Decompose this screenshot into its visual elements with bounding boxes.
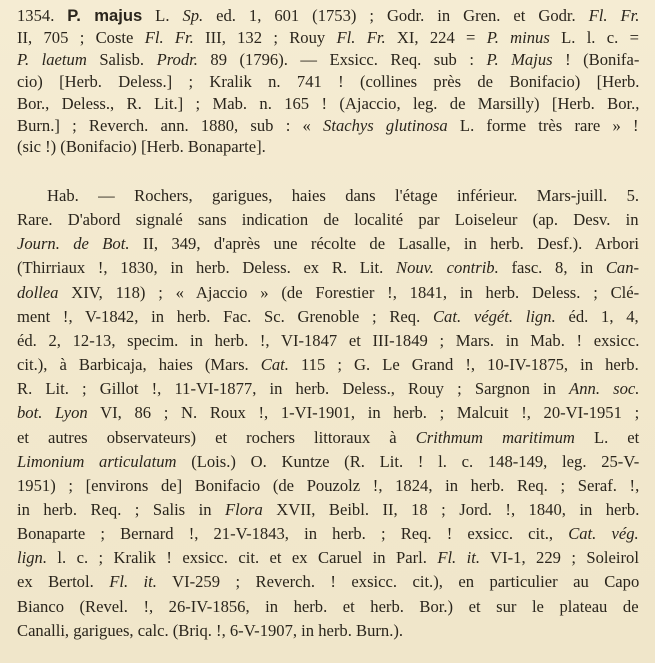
- italic-text: lign.: [17, 548, 47, 568]
- habitat-line: [17, 379, 639, 401]
- text-run: XI, 224 =: [385, 27, 487, 47]
- italic-text: Cat. végét. lign.: [432, 306, 556, 326]
- habitat-line: [17, 548, 639, 570]
- habitat-line: [17, 331, 639, 353]
- text-run: XIV, 118) ; « Ajaccio » (de Forestier !, 1841, in herb. Deless. ; Clé-: [58, 282, 640, 302]
- text-run: Bor., Deless., R. Lit.] ; Mab. n. 165 ! (Ajaccio, leg. de Marsilly) [Herb. Bor.,: [17, 93, 640, 113]
- text-run: L. l. c. =: [549, 27, 639, 47]
- text-run: L. et: [574, 427, 640, 447]
- text-run: Burn.] ; Reverch. ann. 1880, sub : «: [17, 115, 324, 135]
- text-run: Salisb.: [86, 49, 157, 69]
- habitat-line: [17, 307, 639, 329]
- entry-line: [17, 94, 639, 116]
- text-run: 1951) ; [environs de] Bonifacio (de Pouzolz !, 1824, in herb. Req. ; Seraf. !,: [17, 475, 640, 495]
- habitat-line: [17, 234, 639, 256]
- italic-text: Fl. it.: [437, 548, 481, 568]
- italic-text: Journ. de Bot.: [17, 234, 130, 254]
- italic-text: Fl. Fr.: [144, 27, 194, 47]
- italic-text: Sp.: [182, 6, 204, 25]
- text-run: L.: [142, 6, 183, 25]
- habitat-line: [17, 500, 639, 522]
- text-run: XVII, Beibl. II, 18 ; Jord. !, 1840, in herb.: [262, 499, 640, 519]
- habitat-line: [17, 476, 639, 498]
- habitat-line: [17, 452, 639, 474]
- text-run: Bonaparte ; Bernard !, 21-V-1843, in herb. ; Req. ! exsicc. cit.,: [17, 524, 569, 544]
- text-run: R. Lit. ; Gillot !, 11-VI-1877, in herb. Deless., Rouy ; Sargnon in: [17, 379, 570, 399]
- italic-text: Flora: [224, 499, 263, 519]
- habitat-line: [17, 572, 639, 594]
- text-run: et autres observateurs) et rochers littoraux à: [17, 427, 416, 447]
- text-run: (Lois.) O. Kuntze (R. Lit. ! l. c. 148-149, leg. 25-V-: [176, 451, 640, 471]
- text-run: VI-1, 229 ; Soleirol: [480, 548, 639, 568]
- text-run: Hab. — Rochers, garigues, haies dans l'étage inférieur. Mars-juill. 5.: [47, 186, 640, 205]
- text-run: ment !, V-1842, in herb. Fac. Sc. Grenoble ; Req.: [17, 306, 433, 326]
- text-run: Bianco (Revel. !, 26-IV-1856, in herb. et herb. Bor.) et sur le plateau de: [17, 596, 639, 616]
- text-run: 1354.: [17, 6, 68, 25]
- habitat-line: [17, 283, 639, 305]
- text-run: ex Bertol.: [17, 572, 110, 592]
- italic-text: Stachys glutinosa: [323, 115, 448, 135]
- text-run: VI, 86 ; N. Roux !, 1-VI-1901, in herb. ; Malcuit !, 20-VI-1951 ;: [87, 403, 640, 423]
- habitat-line: [17, 621, 403, 643]
- italic-text: Fl. Fr.: [336, 27, 386, 47]
- italic-text: Crithmum maritimum: [415, 427, 575, 447]
- italic-text: Cat. vég.: [568, 524, 639, 544]
- text-run: Rare. D'abord signalé sans indication de localité par Loiseleur (ap. Desv. in: [17, 210, 639, 230]
- text-run: fasc. 8, in: [498, 258, 606, 278]
- species-name: P. majus: [67, 6, 143, 25]
- entry-line: [17, 116, 638, 138]
- entry-line: [17, 6, 639, 28]
- italic-text: Limonium articulatum: [17, 451, 177, 471]
- italic-text: P. minus: [486, 27, 550, 47]
- text-run: ed. 1, 601 (1753) ; Godr. in Gren. et Godr.: [203, 6, 589, 25]
- entry-line: [17, 50, 639, 72]
- italic-text: P. laetum: [17, 49, 87, 69]
- text-run: ! (Bonifa-: [552, 49, 640, 69]
- entry-line: [17, 28, 639, 50]
- habitat-line: [47, 186, 639, 208]
- text-run: (sic !) (Bonifacio) [Herb. Bonaparte].: [17, 137, 266, 157]
- italic-text: Prodr.: [156, 49, 198, 69]
- habitat-line: [17, 428, 639, 450]
- entry-line: [17, 72, 639, 94]
- habitat-line: [17, 355, 639, 377]
- italic-text: Ann. soc.: [569, 379, 640, 399]
- italic-text: Nouv. contrib.: [396, 258, 499, 278]
- italic-text: Cat.: [260, 355, 289, 375]
- habitat-line: [17, 597, 639, 619]
- italic-text: dollea: [17, 282, 59, 302]
- habitat-line: [17, 524, 639, 546]
- text-run: 115 ; G. Le Grand !, 10-IV-1875, in herb.: [288, 355, 639, 375]
- italic-text: Can-: [605, 258, 640, 278]
- text-run: L. forme très rare » !: [447, 115, 639, 135]
- habitat-line: [17, 258, 639, 280]
- text-run: 89 (1796). — Exsicc. Req. sub :: [197, 49, 487, 69]
- text-run: l. c. ; Kralik ! exsicc. cit. et ex Caruel in Parl.: [46, 548, 438, 568]
- text-run: III, 132 ; Rouy: [193, 27, 337, 47]
- text-run: éd. 1, 4,: [555, 306, 639, 326]
- text-run: cio) [Herb. Deless.] ; Kralik n. 741 ! (collines près de Bonifacio) [Herb.: [17, 71, 640, 91]
- italic-text: Fl. it.: [109, 572, 157, 592]
- text-run: VI-259 ; Reverch. ! exsicc. cit.), en particulier au Capo: [156, 572, 640, 592]
- entry-line: [17, 137, 266, 159]
- text-run: in herb. Req. ; Salis in: [17, 499, 225, 519]
- text-run: éd. 2, 12-13, specim. in herb. !, VI-1847 et III-1849 ; Mars. in Mab. ! exsicc.: [17, 330, 640, 350]
- text-run: II, 705 ; Coste: [17, 27, 145, 47]
- italic-text: Fl. Fr.: [588, 6, 640, 25]
- habitat-line: [17, 403, 639, 425]
- text-run: Canalli, garigues, calc. (Briq. !, 6-V-1907, in herb. Burn.).: [17, 620, 404, 640]
- italic-text: bot. Lyon: [17, 403, 88, 423]
- italic-text: P. Majus: [486, 49, 553, 69]
- text-run: (Thirriaux !, 1830, in herb. Deless. ex R. Lit.: [17, 258, 396, 278]
- text-run: II, 349, d'après une récolte de Lasalle, in herb. Desf.). Arbori: [129, 234, 640, 254]
- text-run: cit.), à Barbicaja, haies (Mars.: [17, 355, 261, 375]
- habitat-line: [17, 210, 639, 232]
